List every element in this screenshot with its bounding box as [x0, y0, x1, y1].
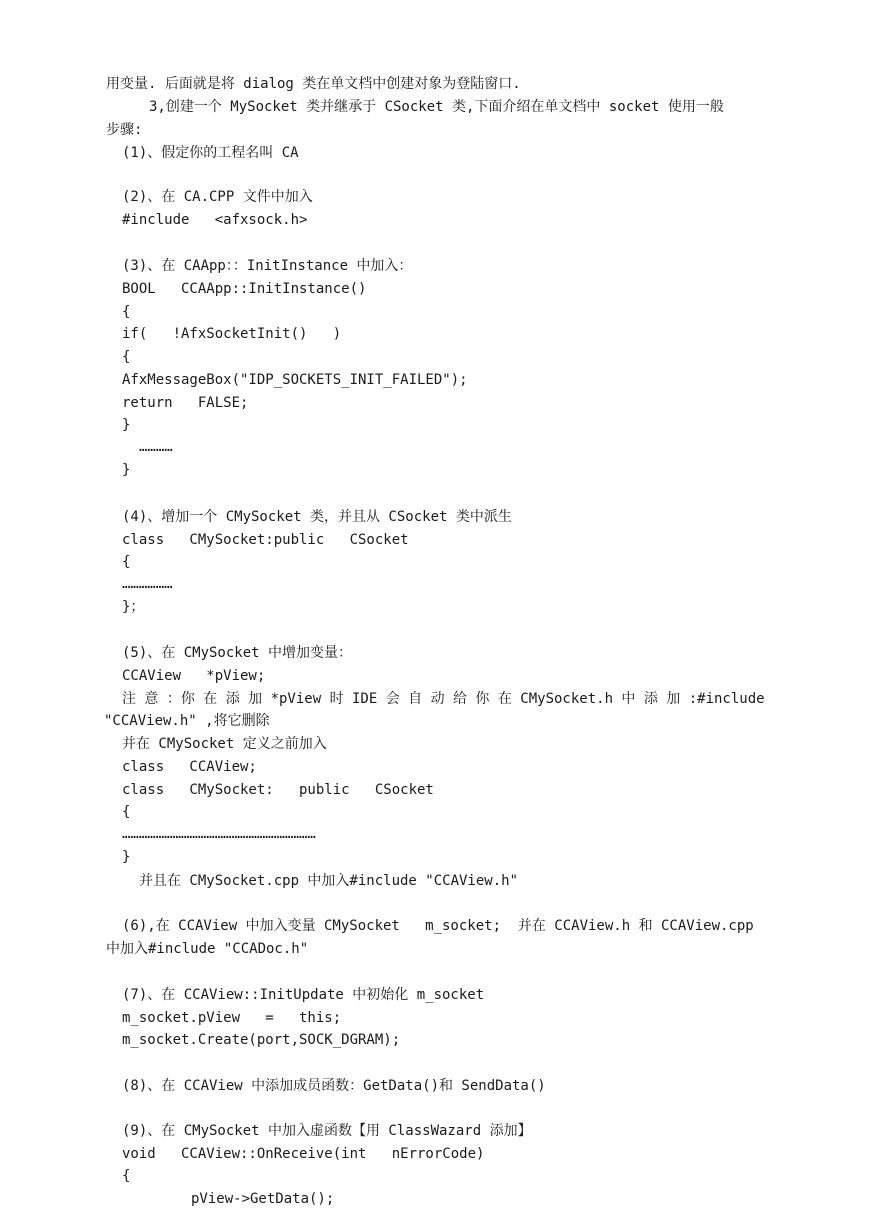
text-line: 并且在 CMySocket.cpp 中加入#include "CCAView.h": [139, 873, 519, 889]
note-line: 注 意 ：你 在 添 加 *pView 时 IDE 会 自 动 给 你 在 CMySocket.h 中 添 加 :#include: [122, 691, 765, 707]
text-line: 中加入#include "CCADoc.h": [106, 941, 309, 957]
code-line: ………………: [122, 576, 173, 592]
text-line: 并在 CMySocket 定义之前加入: [122, 736, 327, 752]
code-line: class CCAView;: [122, 759, 257, 775]
code-line: ……………………………………………………………: [122, 826, 316, 842]
code-line: class CMySocket:public CSocket: [122, 532, 409, 548]
code-line: }；: [122, 599, 145, 615]
code-line: CCAView *pView;: [122, 668, 266, 684]
code-line: {: [122, 349, 131, 365]
code-line: }: [122, 462, 131, 478]
code-line: {: [122, 804, 131, 820]
section-heading: (4)、增加一个 CMySocket 类，并且从 CSocket 类中派生: [122, 509, 512, 525]
section-heading: (2)、在 CA.CPP 文件中加入: [122, 189, 313, 205]
code-line: return FALSE;: [122, 395, 249, 411]
code-line: {: [122, 554, 131, 570]
section-heading: (3)、在 CAApp：：InitInstance 中加入：: [122, 258, 413, 274]
code-line: …………: [139, 439, 173, 455]
text-line: 步骤:: [106, 122, 143, 138]
section-heading: (7)、在 CCAView::InitUpdate 中初始化 m_socket: [122, 987, 485, 1003]
code-line: m_socket.Create(port,SOCK_DGRAM);: [122, 1032, 401, 1048]
code-line: {: [122, 304, 131, 320]
code-line: }: [122, 849, 131, 865]
code-line: }: [122, 417, 131, 433]
code-line: if( !AfxSocketInit() ): [122, 326, 342, 342]
code-line: #include <afxsock.h>: [122, 212, 308, 228]
code-line: class CMySocket: public CSocket: [122, 782, 434, 798]
section-heading: (6),在 CCAView 中加入变量 CMySocket m_socket; 并在 CCAView.h 和 CCAView.cpp: [122, 918, 754, 934]
code-line: void CCAView::OnReceive(int nErrorCode): [122, 1146, 485, 1162]
note-line: "CCAView.h" ,将它删除: [104, 713, 270, 729]
code-line: {: [122, 1168, 131, 1184]
text-line: 3,创建一个 MySocket 类并继承于 CSocket 类,下面介绍在单文档中 socket 使用一般: [149, 99, 724, 115]
section-heading: (1)、假定你的工程名叫 CA: [122, 145, 299, 161]
section-heading: (5)、在 CMySocket 中增加变量：: [122, 645, 353, 661]
text-line: 用变量. 后面就是将 dialog 类在单文档中创建对象为登陆窗口.: [106, 76, 521, 92]
section-heading: (9)、在 CMySocket 中加入虚函数【用 ClassWazard 添加】: [122, 1123, 532, 1139]
section-heading: (8)、在 CCAView 中添加成员函数：GetData()和 SendData(): [122, 1078, 546, 1094]
code-line: BOOL CCAApp::InitInstance(): [122, 281, 367, 297]
code-line: m_socket.pView = this;: [122, 1010, 342, 1026]
code-line: pView->GetData();: [191, 1191, 335, 1207]
code-line: AfxMessageBox("IDP_SOCKETS_INIT_FAILED");: [122, 372, 468, 388]
